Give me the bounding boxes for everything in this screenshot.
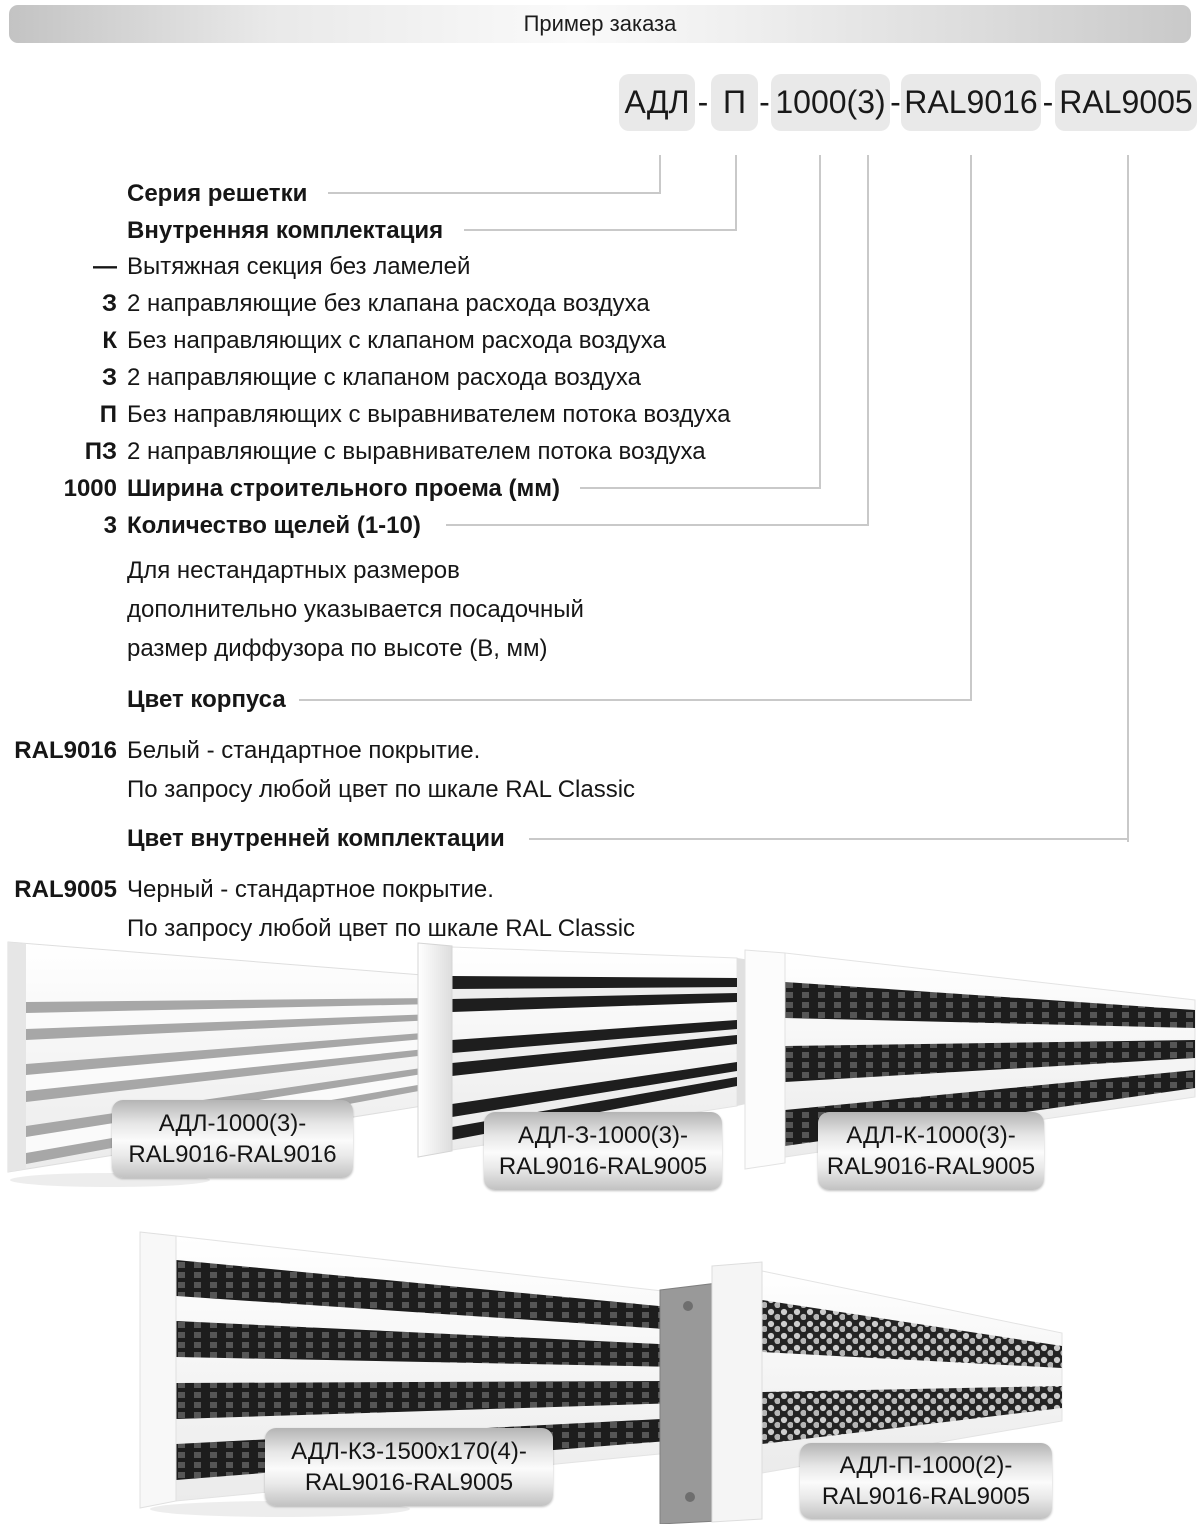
connector-line-slots-v (867, 155, 869, 526)
connector-line-series-v (659, 155, 661, 194)
connector-line-slots-h (446, 524, 869, 526)
legend-width-row (0, 474, 560, 504)
product-label-line2: RAL9016-RAL9005 (826, 1153, 1036, 1180)
code-part-body-color: RAL9016 (901, 74, 1041, 131)
product-label-line1: АДЛ-К-1000(3)- (846, 1122, 1016, 1149)
product-label-line2: RAL9016-RAL9005 (821, 1483, 1031, 1510)
legend-option-text: Вытяжная секция без ламелей (127, 253, 471, 280)
legend-slots-row (0, 511, 421, 541)
product-label-5 (800, 1443, 1052, 1519)
product-images (0, 920, 1200, 1524)
legend-slots-label: Количество щелей (1-10) (127, 512, 421, 539)
legend-option-row (0, 363, 641, 393)
product-label-line2: RAL9016-RAL9016 (128, 1141, 337, 1168)
product-label-line1: АДЛ-КЗ-1500х170(4)- (291, 1438, 527, 1465)
legend-option-key: З (101, 364, 117, 391)
legend-bodycolor-label: Цвет корпуса (127, 686, 286, 713)
connector-line-config-h (464, 229, 737, 231)
legend-series-row (0, 179, 307, 209)
product-label-2 (484, 1112, 722, 1190)
code-separator: - (759, 84, 770, 120)
product-label-line2: RAL9016-RAL9005 (498, 1153, 708, 1180)
header-bar (9, 5, 1191, 43)
legend-innercolor-row (0, 875, 494, 905)
legend-bodycolor-key: RAL9016 (14, 737, 117, 764)
legend-option-row (0, 289, 650, 319)
connector-line-series-h (328, 192, 661, 194)
legend-note-line1: Для нестандартных размеров (127, 557, 460, 584)
legend-bodycolor-text2: По запросу любой цвет по шкале RAL Classic (127, 776, 636, 803)
connector-line-innercolor-v (1127, 155, 1129, 842)
connector-line-config-v (735, 155, 737, 231)
code-separator: - (1042, 84, 1054, 120)
product-label-3 (818, 1112, 1044, 1190)
legend-option-key: ПЗ (84, 438, 117, 465)
legend-option-text: Без направляющих с выравнивателем потока воздуха (127, 401, 731, 428)
legend-note-line3: размер диффузора по высоте (В, мм) (127, 635, 548, 662)
legend-bodycolor-text1: Белый - стандартное покрытие. (127, 737, 481, 764)
legend-key (0, 824, 117, 854)
legend-note-line2: дополнительно указывается посадочный (127, 596, 584, 623)
page-title: Пример заказа (523, 11, 677, 36)
product-label-4 (265, 1428, 553, 1506)
legend-key (0, 179, 117, 209)
legend-innercolor-header (0, 824, 505, 854)
legend-slots-key: 3 (103, 512, 117, 539)
code-part-inner-color: RAL9005 (1055, 74, 1197, 131)
code-separator: - (890, 84, 901, 120)
legend-option-key: — (93, 253, 117, 280)
connector-line-width-v (819, 155, 821, 489)
legend-innercolor-text2: По запросу любой цвет по шкале RAL Classic (127, 915, 636, 942)
product-label-line1: АДЛ-З-1000(3)- (517, 1122, 688, 1149)
legend-key (0, 216, 117, 246)
legend-width-key: 1000 (63, 475, 117, 502)
legend-innercolor-key: RAL9005 (14, 876, 117, 903)
legend-width-label: Ширина строительного проема (мм) (127, 475, 561, 502)
product-label-1 (112, 1100, 353, 1178)
legend-key (0, 685, 117, 715)
code-separator: - (697, 84, 709, 120)
legend-option-row (0, 326, 666, 356)
product-label-line1: АДЛ-П-1000(2)- (839, 1452, 1013, 1479)
legend-option-row (0, 437, 706, 467)
legend-innercolor-label: Цвет внутренней комплектации (127, 825, 505, 852)
legend-innercolor-text1: Черный - стандартное покрытие. (127, 876, 494, 903)
legend-option-key: К (102, 327, 117, 354)
connector-line-width-h (580, 487, 821, 489)
legend-option-text: 2 направляющие без клапана расхода воздуха (127, 290, 650, 317)
legend-option-text: Без направляющих с клапаном расхода воздуха (127, 327, 666, 354)
legend-option-row (0, 252, 470, 282)
connector-line-innercolor-h (529, 838, 1129, 840)
product-label-line2: RAL9016-RAL9005 (304, 1469, 514, 1496)
connector-line-bodycolor-v (970, 155, 972, 701)
legend-option-key: З (101, 290, 117, 317)
legend-bodycolor-header (0, 685, 286, 715)
legend-option-text: 2 направляющие с выравнивателем потока воздуха (127, 438, 706, 465)
legend-option-text: 2 направляющие с клапаном расхода воздуха (127, 364, 641, 391)
legend-option-row (0, 400, 730, 430)
legend-config-row (0, 216, 443, 246)
product-label-line1: АДЛ-1000(3)- (158, 1110, 307, 1137)
connector-line-bodycolor-h (299, 699, 972, 701)
legend-series-label: Серия решетки (127, 180, 308, 207)
code-part-config: П (711, 74, 758, 131)
legend-option-key: П (99, 401, 117, 428)
code-part-size: 1000(3) (771, 74, 890, 131)
code-part-series: АДЛ (619, 74, 695, 131)
legend-config-label: Внутренняя комплектация (127, 217, 444, 244)
legend-bodycolor-row (0, 736, 480, 766)
